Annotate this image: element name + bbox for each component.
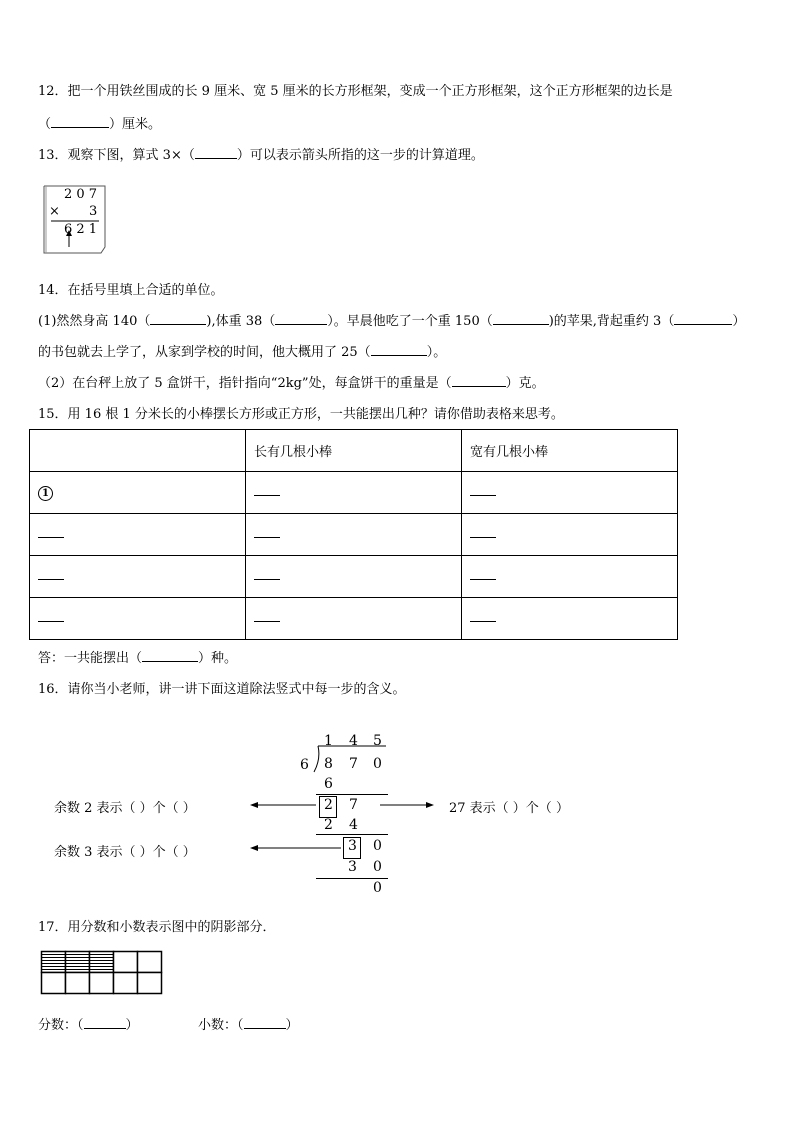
q16-dividend-digit: 0 <box>373 756 382 772</box>
q16-remainder2-label: 余数 2 表示（ ）个（ ） <box>54 801 196 816</box>
q16-step1-digit: 6 <box>324 776 333 792</box>
q16-arrow-right <box>426 802 434 808</box>
q16-dividend-digit: 7 <box>349 756 358 772</box>
q16-step3-digit: 4 <box>349 817 358 833</box>
q16-quotient-digit: 5 <box>373 733 382 749</box>
q14-p1-f: 的书包就去上学了，从家到学校的时间，他大概用了 25（ <box>38 345 371 360</box>
q15-title: 15．用 16 根 1 分米长的小棒摆长方形或正方形，一共能摆出几种？请你借助表格来思考。 <box>38 407 564 422</box>
q17-grid-cells <box>42 952 162 994</box>
q14-p2-a: （2）在台秤上放了 5 盒饼干，指针指向“2kg”处，每盒饼干的重量是（ <box>38 376 452 391</box>
q13-calc-row2: 3 <box>89 204 98 219</box>
q16-step2-digit: 2 <box>324 797 333 813</box>
q16-arrow-left-2 <box>250 845 258 851</box>
q13-text-a: 13．观察下图，算式 3×（ <box>38 148 195 163</box>
q16-title: 16．请你当小老师，讲一讲下面这道除法竖式中每一步的含义。 <box>38 682 406 697</box>
q16-step5-digit: 0 <box>373 859 382 875</box>
q14-p1-e: ） <box>732 314 746 329</box>
q17-cell <box>42 973 66 994</box>
q16-quotient-digit: 1 <box>324 733 333 749</box>
q15-answer-a: 答：一共能摆出（ <box>38 651 143 666</box>
q17-grid-figure <box>40 950 164 996</box>
q12-open-paren: （ <box>38 117 52 132</box>
q17-cell <box>114 973 138 994</box>
q17-cell <box>66 973 90 994</box>
q17-fraction-close: ） <box>125 1018 139 1033</box>
q17-decimal-blank[interactable] <box>244 1017 286 1029</box>
q16-divisor: 6 <box>300 757 309 773</box>
q16-arrow-left-1 <box>250 802 258 808</box>
q14-p2-b: ）克。 <box>505 376 545 391</box>
q17-fraction-blank[interactable] <box>84 1017 126 1029</box>
q17-cell <box>114 952 138 973</box>
q17-title: 17．用分数和小数表示图中的阴影部分． <box>38 920 276 935</box>
q13-calc-row3: 6 2 1 <box>64 222 98 237</box>
q14-p1-g: ）。 <box>426 345 447 360</box>
q16-step4-digit: 0 <box>373 838 382 854</box>
q14-p1-a: (1)然然身高 140（ <box>38 314 151 329</box>
q17-decimal-label: 小数：（ <box>198 1018 244 1033</box>
q16-dividend-digit: 8 <box>324 756 333 772</box>
q17-fraction-label: 分数：（ <box>38 1018 84 1033</box>
q16-step2-digit: 7 <box>349 797 358 813</box>
q12-close-text: ）厘米。 <box>109 117 162 132</box>
q17-cell <box>138 973 162 994</box>
q17-fraction <box>38 1014 139 1033</box>
q13-text-b: ）可以表示箭头所指的这一步的计算道理。 <box>236 148 484 163</box>
q15-header-width: 宽有几根小棒 <box>462 430 678 472</box>
q13-calc-row1: 2 0 7 <box>64 187 98 202</box>
q16-final-remainder: 0 <box>373 880 382 896</box>
q17-cell <box>138 952 162 973</box>
q16-27-label: 27 表示（ ）个（ ） <box>449 801 569 816</box>
q16-remainder3-label: 余数 3 表示（ ）个（ ） <box>54 845 196 860</box>
q14-p1-b: ),体重 38（ <box>206 314 276 329</box>
q16-step5-digit: 3 <box>348 859 357 875</box>
q16-quotient-digit: 4 <box>349 733 358 749</box>
q17-decimal-close: ） <box>285 1018 299 1033</box>
q15-header-length: 长有几根小棒 <box>246 430 462 472</box>
q16-step4-digit: 3 <box>348 838 357 854</box>
q14-title: 14．在括号里填上合适的单位。 <box>38 283 224 298</box>
q17-cell <box>90 973 114 994</box>
q13-calc-multiply-sign: × <box>49 204 60 219</box>
q16-step3-digit: 2 <box>324 817 333 833</box>
q14-p1-c: ）。早晨他吃了一个重 150（ <box>327 314 493 329</box>
q12-line1: 12．把一个用铁丝围成的长 9 厘米、宽 5 厘米的长方形框架，变成一个正方形框架，这个正方形框架的边长是 <box>38 84 673 99</box>
q15-row1-number: 1 <box>38 486 53 501</box>
q17-decimal <box>198 1014 299 1033</box>
q15-answer-b: ）种。 <box>198 651 238 666</box>
q14-p1-d: )的苹果,背起重约 3（ <box>548 314 675 329</box>
